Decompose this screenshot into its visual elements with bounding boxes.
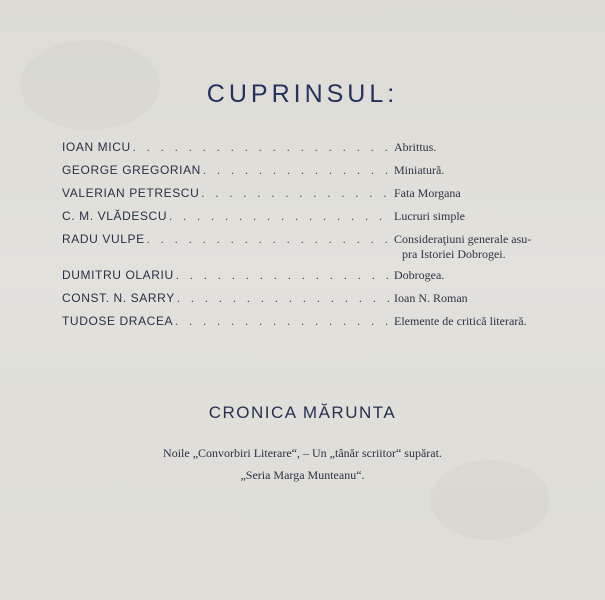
toc-author: RADU VULPE xyxy=(62,232,145,246)
toc-author: C. M. VLĂDESCU xyxy=(62,209,168,223)
toc-work-line: Miniatură. xyxy=(394,163,445,177)
toc-leader-dots xyxy=(175,291,394,306)
toc-entry xyxy=(62,291,562,306)
note-line: „Seria Marga Munteanu“. xyxy=(240,468,365,482)
toc-work-line: Abrittus. xyxy=(394,140,437,154)
toc-work xyxy=(394,291,562,306)
toc-entry xyxy=(62,209,562,224)
toc-work-line: Ioan N. Roman xyxy=(394,291,468,305)
toc-leader-dots xyxy=(145,232,394,247)
toc-leader-dots xyxy=(167,209,394,224)
toc-entry xyxy=(62,232,562,262)
table-of-contents xyxy=(62,140,562,337)
toc-leader-dots xyxy=(173,314,394,329)
toc-work-line: pra Istoriei Dobrogei. xyxy=(402,247,506,261)
toc-work-line: Elemente de critică literară. xyxy=(394,314,527,328)
toc-leader-dots xyxy=(201,163,394,178)
toc-entry xyxy=(62,163,562,178)
section-title: CRONICA MĂRUNTA xyxy=(208,403,397,422)
toc-leader-dots xyxy=(174,268,394,283)
toc-leader-dots xyxy=(199,186,394,201)
toc-work xyxy=(394,163,562,178)
toc-leader-dots xyxy=(131,140,394,155)
toc-entry xyxy=(62,314,562,329)
toc-work xyxy=(394,314,562,329)
toc-author: IOAN MICU xyxy=(62,140,131,154)
toc-author: VALERIAN PETRESCU xyxy=(62,186,200,200)
toc-work xyxy=(394,209,562,224)
toc-entry xyxy=(62,140,562,155)
toc-author: TUDOSE DRACEA xyxy=(62,314,174,328)
toc-work xyxy=(394,186,562,201)
note-line: Noile „Convorbiri Literare“, – Un „tânăr scriitor“ supărat. xyxy=(163,446,442,460)
page-title: CUPRINSUL: xyxy=(206,80,399,108)
toc-work xyxy=(394,232,562,262)
toc-work-line: Lucruri simple xyxy=(394,209,465,223)
toc-work-line: Dobrogea. xyxy=(394,268,445,282)
toc-work-line: Fata Morgana xyxy=(394,186,461,200)
toc-work xyxy=(394,140,562,155)
toc-entry xyxy=(62,268,562,283)
toc-author: CONST. N. SARRY xyxy=(62,291,175,305)
toc-author: DUMITRU OLARIU xyxy=(62,268,174,282)
toc-work xyxy=(394,268,562,283)
toc-entry xyxy=(62,186,562,201)
section-notes xyxy=(0,442,605,486)
toc-author: GEORGE GREGORIAN xyxy=(62,163,201,177)
toc-work-line: Consideraţiuni generale asu- xyxy=(394,232,532,246)
